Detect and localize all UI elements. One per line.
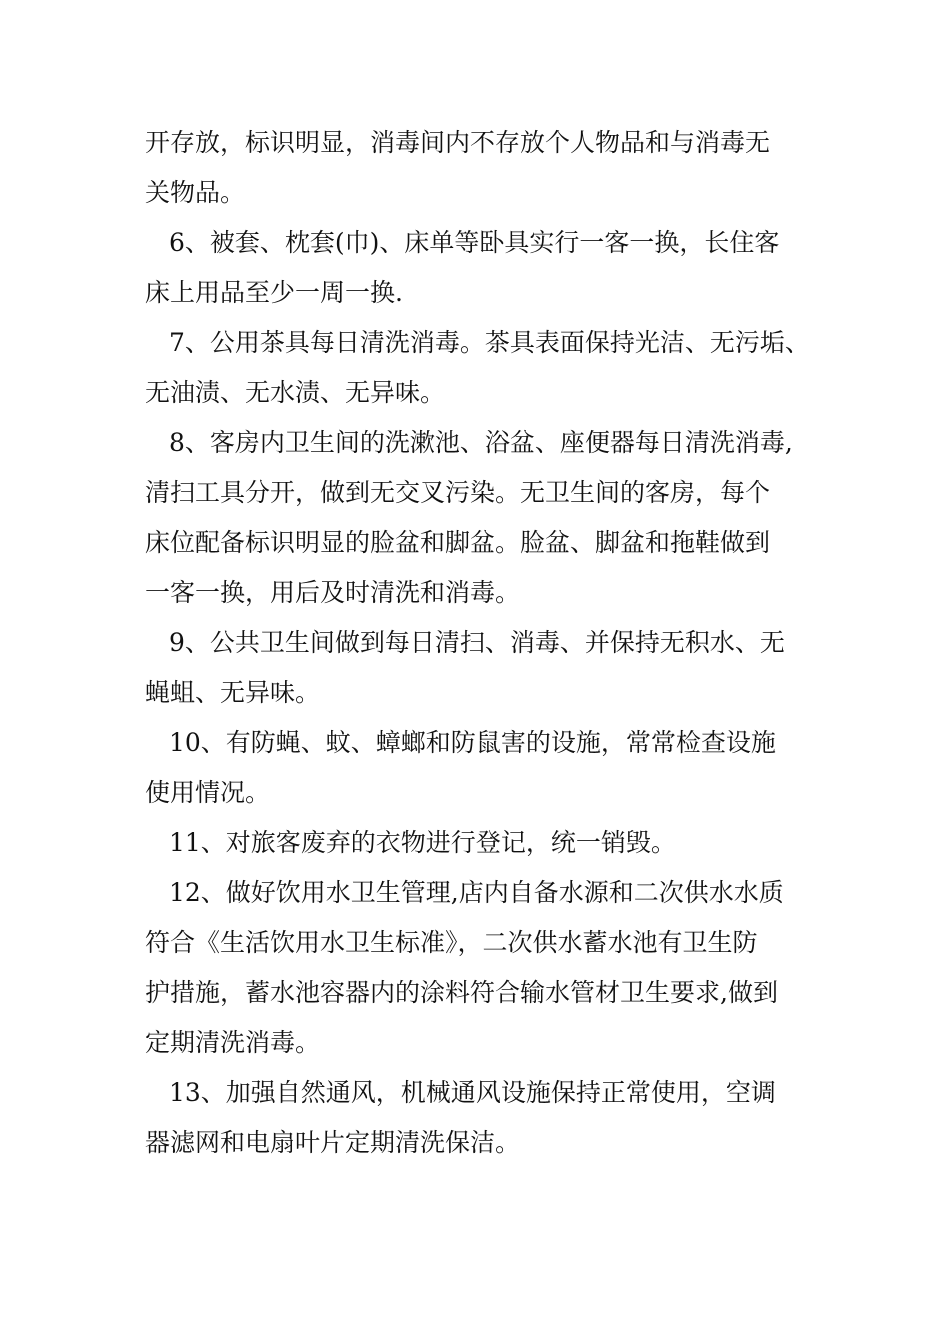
list-item-12: 12、做好饮用水卫生管理,店内自备水源和二次供水水质 [169,878,784,907]
text-line: 无油渍、无水渍、无异味。 [145,378,446,407]
text-line: 符合《生活饮用水卫生标准》，二次供水蓄水池有卫生防 [145,928,758,957]
list-item-11: 11、对旅客废弃的衣物进行登记，统一销毁。 [169,828,676,857]
text-line: 使用情况。 [145,778,271,807]
text-line: 床位配备标识明显的脸盆和脚盆。脸盆、脚盆和拖鞋做到 [145,528,771,557]
list-item-7: 7、公用茶具每日清洗消毒。茶具表面保持光洁、无污垢、 [169,328,810,357]
text-line: 床上用品至少一周一换. [145,278,403,307]
list-item-6: 6、被套、枕套(巾)、床单等卧具实行一客一换，长住客 [169,228,780,257]
list-item-10: 10、有防蝇、蚊、蟑螂和防鼠害的设施，常常检查设施 [169,728,776,757]
list-item-9: 9、公共卫生间做到每日清扫、消毒、并保持无积水、无 [169,628,785,657]
text-line: 开存放，标识明显，消毒间内不存放个人物品和与消毒无 [145,128,771,157]
body-text [145,128,815,1178]
text-line: 护措施，蓄水池容器内的涂料符合输水管材卫生要求,做到 [145,978,778,1007]
text-line: 一客一换，用后及时清洗和消毒。 [145,578,521,607]
text-line: 清扫工具分开，做到无交叉污染。无卫生间的客房，每个 [145,478,771,507]
text-line: 器滤网和电扇叶片定期清洗保洁。 [145,1128,521,1157]
list-item-8: 8、客房内卫生间的洗漱池、浴盆、座便器每日清洗消毒, [169,428,793,457]
list-item-13: 13、加强自然通风，机械通风设施保持正常使用，空调 [169,1078,776,1107]
text-line: 蝇蛆、无异味。 [145,678,321,707]
text-line: 关物品。 [145,178,246,207]
text-line: 定期清洗消毒。 [145,1028,321,1057]
